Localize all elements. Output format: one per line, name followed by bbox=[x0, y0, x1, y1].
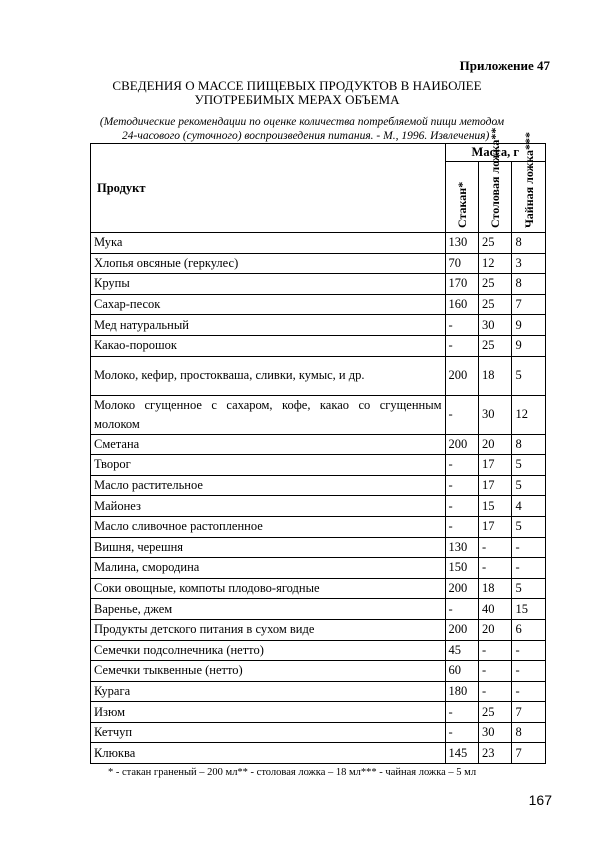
glass-value-cell: - bbox=[445, 475, 478, 496]
product-name-cell: Хлопья овсяные (геркулес) bbox=[91, 253, 446, 274]
tablespoon-value-cell: - bbox=[479, 558, 512, 579]
glass-value-cell: - bbox=[445, 599, 478, 620]
teaspoon-value-cell: 9 bbox=[512, 315, 546, 336]
glass-value-cell: 60 bbox=[445, 661, 478, 682]
tablespoon-value-cell: - bbox=[479, 640, 512, 661]
table-row bbox=[91, 455, 546, 476]
teaspoon-value-cell: 8 bbox=[512, 722, 546, 743]
table-row bbox=[91, 475, 546, 496]
product-name-cell: Мед натуральный bbox=[91, 315, 446, 336]
product-name-cell: Мука bbox=[91, 233, 446, 254]
glass-value-cell: - bbox=[445, 315, 478, 336]
glass-value-cell: 200 bbox=[445, 578, 478, 599]
product-name-cell: Молоко, кефир, простокваша, сливки, кумыс, и др. bbox=[91, 356, 446, 395]
glass-value-cell: - bbox=[445, 335, 478, 356]
document-title: СВЕДЕНИЯ О МАССЕ ПИЩЕВЫХ ПРОДУКТОВ В НАИБОЛЕЕ УПОТРЕБИМЫХ МЕРАХ ОБЪЕМА bbox=[112, 78, 482, 107]
table-row bbox=[91, 702, 546, 723]
tablespoon-value-cell: 25 bbox=[479, 702, 512, 723]
table-row bbox=[91, 619, 546, 640]
product-name-cell: Вишня, черешня bbox=[91, 537, 446, 558]
table-row bbox=[91, 356, 546, 395]
glass-value-cell: 130 bbox=[445, 233, 478, 254]
product-name-cell: Какао-порошок bbox=[91, 335, 446, 356]
tablespoon-value-cell: 30 bbox=[479, 395, 512, 434]
table-body bbox=[91, 233, 546, 764]
tablespoon-value-cell: - bbox=[479, 681, 512, 702]
teaspoon-value-cell: - bbox=[512, 681, 546, 702]
product-name-cell: Сахар-песок bbox=[91, 294, 446, 315]
teaspoon-value-cell: 3 bbox=[512, 253, 546, 274]
table-row bbox=[91, 537, 546, 558]
product-name-cell: Малина, смородина bbox=[91, 558, 446, 579]
product-name-cell: Семечки тыквенные (нетто) bbox=[91, 661, 446, 682]
glass-value-cell: - bbox=[445, 455, 478, 476]
glass-value-cell: 130 bbox=[445, 537, 478, 558]
teaspoon-value-cell: - bbox=[512, 640, 546, 661]
teaspoon-value-cell: 5 bbox=[512, 455, 546, 476]
teaspoon-value-cell: 8 bbox=[512, 233, 546, 254]
header-tablespoon: Столовая ложка** bbox=[479, 162, 512, 233]
product-name-cell: Масло растительное bbox=[91, 475, 446, 496]
tablespoon-value-cell: 15 bbox=[479, 496, 512, 517]
table-row bbox=[91, 722, 546, 743]
glass-value-cell: - bbox=[445, 516, 478, 537]
glass-value-cell: 70 bbox=[445, 253, 478, 274]
teaspoon-value-cell: 5 bbox=[512, 356, 546, 395]
product-name-cell: Соки овощные, компоты плодово-ягодные bbox=[91, 578, 446, 599]
tablespoon-value-cell: 23 bbox=[479, 743, 512, 764]
teaspoon-value-cell: 7 bbox=[512, 294, 546, 315]
product-name-cell: Продукты детского питания в сухом виде bbox=[91, 619, 446, 640]
glass-value-cell: 200 bbox=[445, 356, 478, 395]
teaspoon-value-cell: 8 bbox=[512, 434, 546, 455]
table-row bbox=[91, 661, 546, 682]
table-row bbox=[91, 578, 546, 599]
product-name-cell: Крупы bbox=[91, 274, 446, 295]
teaspoon-value-cell: 15 bbox=[512, 599, 546, 620]
teaspoon-value-cell: 7 bbox=[512, 743, 546, 764]
header-glass: Стакан* bbox=[445, 162, 478, 233]
teaspoon-value-cell: 4 bbox=[512, 496, 546, 517]
subtitle-line-2: 24-часового (суточного) воспроизведения питания. - М., 1996. Извлечения) bbox=[122, 130, 490, 142]
product-name-cell: Кетчуп bbox=[91, 722, 446, 743]
tablespoon-value-cell: 25 bbox=[479, 294, 512, 315]
teaspoon-value-cell: 12 bbox=[512, 395, 546, 434]
glass-value-cell: 200 bbox=[445, 434, 478, 455]
appendix-label: Приложение 47 bbox=[459, 58, 550, 73]
tablespoon-value-cell: 30 bbox=[479, 722, 512, 743]
product-name-cell: Молоко сгущенное с сахаром, кофе, какао со сгущенным молоком bbox=[91, 395, 446, 434]
tablespoon-value-cell: 25 bbox=[479, 335, 512, 356]
table-row bbox=[91, 599, 546, 620]
glass-value-cell: 150 bbox=[445, 558, 478, 579]
teaspoon-value-cell: 6 bbox=[512, 619, 546, 640]
product-name-cell: Клюква bbox=[91, 743, 446, 764]
product-name-cell: Курага bbox=[91, 681, 446, 702]
teaspoon-value-cell: 7 bbox=[512, 702, 546, 723]
glass-value-cell: 45 bbox=[445, 640, 478, 661]
teaspoon-value-cell: 5 bbox=[512, 578, 546, 599]
teaspoon-value-cell: 8 bbox=[512, 274, 546, 295]
table-row bbox=[91, 294, 546, 315]
table-row bbox=[91, 558, 546, 579]
tablespoon-value-cell: 18 bbox=[479, 356, 512, 395]
product-name-cell: Майонез bbox=[91, 496, 446, 517]
product-name-cell: Масло сливочное растопленное bbox=[91, 516, 446, 537]
table-row bbox=[91, 743, 546, 764]
table-row bbox=[91, 395, 546, 434]
tablespoon-value-cell: - bbox=[479, 661, 512, 682]
glass-value-cell: 170 bbox=[445, 274, 478, 295]
document-subtitle bbox=[62, 115, 542, 143]
glass-value-cell: 200 bbox=[445, 619, 478, 640]
glass-value-cell: 160 bbox=[445, 294, 478, 315]
page-number: 167 bbox=[528, 792, 552, 808]
teaspoon-value-cell: - bbox=[512, 558, 546, 579]
header-product: Продукт bbox=[91, 144, 446, 233]
teaspoon-value-cell: 9 bbox=[512, 335, 546, 356]
product-name-cell: Творог bbox=[91, 455, 446, 476]
table-row bbox=[91, 233, 546, 254]
table-row bbox=[91, 640, 546, 661]
header-teaspoon: Чайная ложка*** bbox=[512, 162, 546, 233]
product-name-cell: Семечки подсолнечника (нетто) bbox=[91, 640, 446, 661]
table-row bbox=[91, 253, 546, 274]
table-row bbox=[91, 681, 546, 702]
glass-value-cell: - bbox=[445, 496, 478, 517]
tablespoon-value-cell: 18 bbox=[479, 578, 512, 599]
teaspoon-value-cell: 5 bbox=[512, 516, 546, 537]
teaspoon-value-cell: - bbox=[512, 661, 546, 682]
header-mass: Масса, г bbox=[445, 144, 545, 162]
tablespoon-value-cell: 20 bbox=[479, 619, 512, 640]
tablespoon-value-cell: 25 bbox=[479, 274, 512, 295]
table-row bbox=[91, 434, 546, 455]
product-name-cell: Изюм bbox=[91, 702, 446, 723]
glass-value-cell: - bbox=[445, 395, 478, 434]
tablespoon-value-cell: 17 bbox=[479, 455, 512, 476]
table-row bbox=[91, 496, 546, 517]
tablespoon-value-cell: 12 bbox=[479, 253, 512, 274]
tablespoon-value-cell: 30 bbox=[479, 315, 512, 336]
tablespoon-value-cell: 25 bbox=[479, 233, 512, 254]
subtitle-line-1: (Методические рекомендации по оценке количества потребляемой пищи методом bbox=[99, 116, 505, 128]
tablespoon-value-cell: 17 bbox=[479, 475, 512, 496]
tablespoon-value-cell: 40 bbox=[479, 599, 512, 620]
teaspoon-value-cell: 5 bbox=[512, 475, 546, 496]
table-row bbox=[91, 516, 546, 537]
footnote: * - стакан граненый – 200 мл** - столовая ложка – 18 мл*** - чайная ложка – 5 мл bbox=[108, 767, 477, 778]
glass-value-cell: 180 bbox=[445, 681, 478, 702]
tablespoon-value-cell: 20 bbox=[479, 434, 512, 455]
table-row bbox=[91, 335, 546, 356]
glass-value-cell: - bbox=[445, 722, 478, 743]
tablespoon-value-cell: 17 bbox=[479, 516, 512, 537]
glass-value-cell: - bbox=[445, 702, 478, 723]
product-name-cell: Варенье, джем bbox=[91, 599, 446, 620]
table-row bbox=[91, 274, 546, 295]
product-name-cell: Сметана bbox=[91, 434, 446, 455]
table-row bbox=[91, 315, 546, 336]
teaspoon-value-cell: - bbox=[512, 537, 546, 558]
tablespoon-value-cell: - bbox=[479, 537, 512, 558]
glass-value-cell: 145 bbox=[445, 743, 478, 764]
